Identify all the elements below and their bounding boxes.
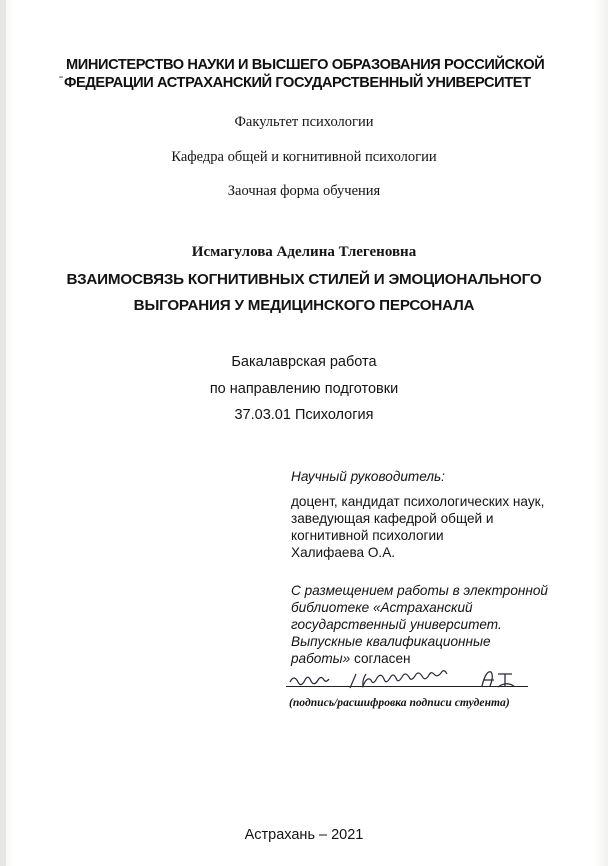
ministry-line-2: ФЕДЕРАЦИИ АСТРАХАНСКИЙ ГОСУДАРСТВЕННЫЙ УНИВЕРСИТЕТ [64, 75, 531, 91]
consent-agree: согласен [350, 651, 411, 666]
signature-caption: (подпись/расшифровка подписи студента) [289, 696, 510, 709]
consent-line-2: библиотеке «Астраханский [291, 600, 473, 615]
scan-mark: ˉ [59, 73, 63, 87]
handwritten-signature [286, 668, 536, 692]
supervisor-name: Халифаева О.А. [291, 545, 396, 560]
consent-line-1: С размещением работы в электронной [291, 583, 548, 598]
supervisor-title-2: заведующая кафедрой общей и [291, 511, 494, 526]
direction-code: 37.03.01 Психология [234, 407, 374, 423]
direction-label: по направлению подготовки [209, 381, 399, 397]
supervisor-title-3: когнитивной психологии [291, 528, 444, 543]
consent-line-3: государственный университет. [291, 617, 502, 632]
author-name: Исмагулова Аделина Тлегеновна [191, 244, 417, 260]
study-form: Заочная форма обучения [227, 183, 381, 199]
department: Кафедра общей и когнитивной психологии [171, 149, 437, 165]
supervisor-label: Научный руководитель: [291, 469, 445, 484]
city-year: Астрахань – 2021 [244, 827, 364, 843]
consent-line-5 [291, 651, 561, 668]
ministry-line-1: МИНИСТЕРСТВО НАУКИ И ВЫСШЕГО ОБРАЗОВАНИЯ РОССИЙСКОЙ [66, 57, 545, 73]
supervisor-title-1: доцент, кандидат психологических наук, [291, 494, 545, 509]
consent-quote-end: работы» [291, 651, 351, 666]
signature-line [286, 686, 528, 687]
consent-line-4: Выпускные квалификационные [291, 634, 491, 649]
faculty: Факультет психологии [234, 114, 374, 130]
thesis-title-line-2: ВЫГОРАНИЯ У МЕДИЦИНСКОГО ПЕРСОНАЛА [133, 297, 475, 314]
work-type: Бакалаврская работа [231, 354, 377, 370]
thesis-title-line-1: ВЗАИМОСВЯЗЬ КОГНИТИВНЫХ СТИЛЕЙ И ЭМОЦИОНАЛЬНОГО [66, 271, 542, 288]
